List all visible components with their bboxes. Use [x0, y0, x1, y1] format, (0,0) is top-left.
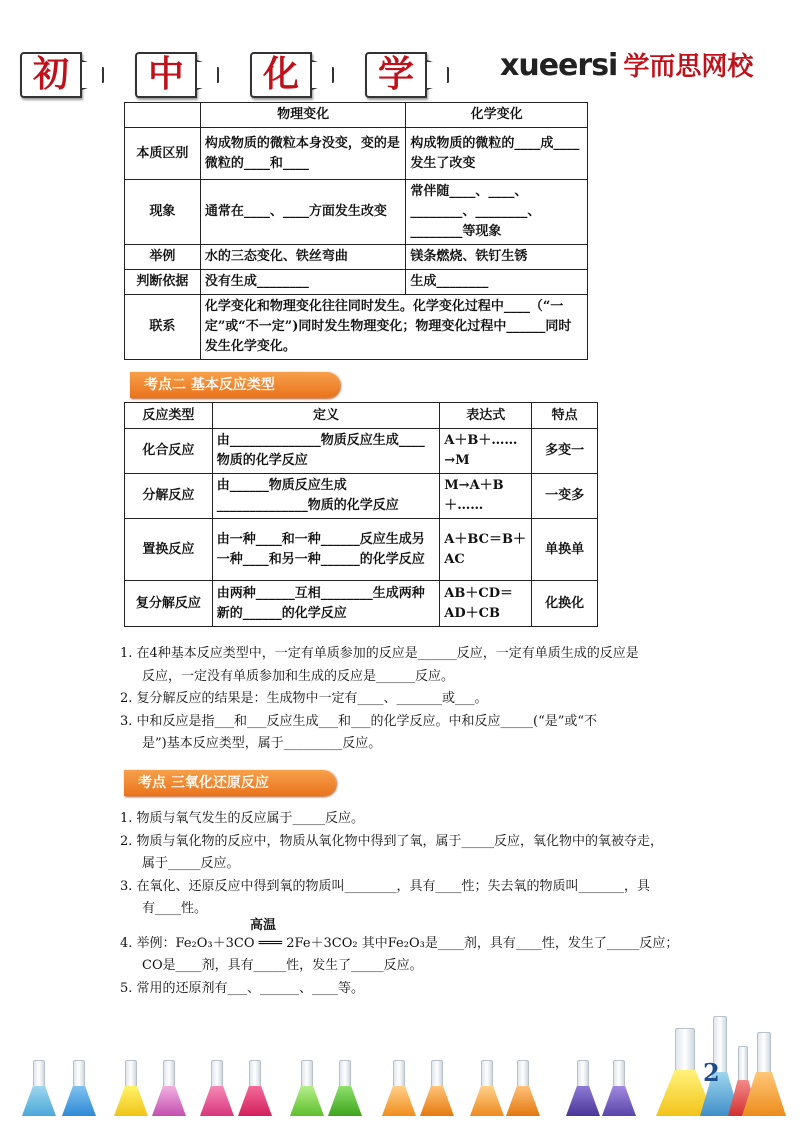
reaction-expression: M→A＋B＋…… — [440, 474, 532, 519]
question-line: 反应，一定没有单质参加和生成的反应是______反应。 — [142, 668, 455, 684]
question-line: 3. 中和反应是指___和___反应生成___和___的化学反应。中和反应_____(“是”或“不 — [120, 713, 598, 729]
reaction-types-questions — [120, 643, 690, 756]
row-label: 举例 — [125, 245, 201, 270]
reaction-feature: 一变多 — [532, 474, 598, 519]
table-cell: 没有生成________ — [200, 270, 406, 295]
table-cell: 生成________ — [406, 270, 588, 295]
flask-icon — [506, 1052, 540, 1116]
brand-en: xueersi — [500, 48, 618, 83]
table-header: 反应类型 — [125, 403, 213, 429]
flask-icon — [602, 1058, 636, 1116]
question-line: 3. 在氧化、还原反应中得到氧的物质叫________，具有____性；失去氧的物质叫_______，具 — [120, 878, 651, 894]
question-text: 4. 举例：Fe₂O₃＋3CO ═══ 2Fe＋3CO₂ 其中Fe₂O₃是____剂，具有____性，发生了_____反应； — [120, 935, 679, 951]
table-header: 物理变化 — [200, 103, 406, 128]
table-cell: 常伴随____、____、________、________、________等现象 — [406, 180, 588, 245]
flask-icon — [328, 1052, 362, 1116]
reaction-feature: 单换单 — [532, 519, 598, 581]
question-line: 是”)基本反应类型，属于_________反应。 — [142, 736, 382, 751]
title-char: 中 — [147, 54, 184, 95]
table-cell: 水的三态变化、铁丝弯曲 — [200, 245, 406, 270]
table-cell: 构成物质的微粒本身没变，变的是微粒的____和____ — [200, 128, 406, 180]
reaction-type: 置换反应 — [125, 519, 213, 581]
reaction-type: 分解反应 — [125, 474, 213, 519]
reaction-expression: AB＋CD＝AD＋CB — [440, 581, 532, 627]
flask-icon — [290, 1058, 324, 1116]
title-char: 化 — [262, 54, 299, 95]
table-header: 表达式 — [440, 403, 532, 429]
reaction-expression: A＋B＋……→M — [440, 429, 532, 474]
title-char: 学 — [377, 54, 414, 95]
row-label: 判断依据 — [125, 270, 201, 295]
row-label: 本质区别 — [125, 128, 201, 180]
reaction-type: 复分解反应 — [125, 581, 213, 627]
title-char: 初 — [32, 54, 69, 95]
row-label: 联系 — [125, 295, 201, 360]
reaction-definition: 由______________物质反应生成____物质的化学反应 — [212, 429, 440, 474]
question-line: 2. 复分解反应的结果是：生成物中一定有____、_______或___。 — [120, 691, 488, 706]
flask-decoration — [0, 1000, 800, 1132]
section-banner-reaction-types: 考点二 基本反应类型 — [130, 372, 340, 398]
flask-icon — [22, 1056, 56, 1116]
table-cell: 镁条燃烧、铁钉生锈 — [406, 245, 588, 270]
section-banner-redox: 考点 三氧化还原反应 — [124, 770, 336, 796]
question-line: CO是____剂，具有_____性，发生了_____反应。 — [142, 958, 423, 973]
row-label: 现象 — [125, 180, 201, 245]
question-line: 5. 常用的还原剂有___、______、____等。 — [120, 980, 365, 996]
flask-icon — [382, 1058, 416, 1116]
redox-questions — [120, 808, 690, 1000]
page-number: 2 — [703, 1058, 720, 1087]
reaction-definition: 由______物质反应生成______________物质的化学反应 — [212, 474, 440, 519]
flask-icon — [114, 1058, 148, 1116]
page-header — [0, 38, 800, 108]
reaction-types-table — [124, 402, 598, 627]
table-header: 定义 — [212, 403, 440, 429]
reaction-feature: 化换化 — [532, 581, 598, 627]
flask-icon — [62, 1052, 96, 1116]
question-line: 有____性。 — [142, 901, 208, 916]
question-line: 1. 物质与氧气发生的反应属于_____反应。 — [120, 811, 365, 826]
table-header: 化学变化 — [406, 103, 588, 128]
table-header — [125, 103, 201, 128]
question-line — [120, 917, 690, 956]
reaction-type: 化合反应 — [125, 429, 213, 474]
question-line: 属于_____反应。 — [142, 856, 240, 871]
brand-logo — [500, 46, 753, 83]
table-cell: 构成物质的微粒的____成____发生了改变 — [406, 128, 588, 180]
reaction-expression: A＋BC＝B＋AC — [440, 519, 532, 581]
flask-icon — [742, 1026, 786, 1116]
flask-icon — [420, 1052, 454, 1116]
reaction-condition: 高温 — [250, 917, 277, 933]
change-comparison-table — [124, 102, 588, 360]
reaction-feature: 多变一 — [532, 429, 598, 474]
table-cell: 化学变化和物理变化往往同时发生。化学变化过程中____（“一定”或“不一定”)同时发生物理变化；物理变化过程中______同时发生化学变化。 — [200, 295, 587, 360]
flask-icon — [470, 1058, 504, 1116]
flask-icon — [238, 1052, 272, 1116]
reaction-definition: 由两种______互相________生成两种新的______的化学反应 — [212, 581, 440, 627]
question-line: 1. 在4种基本反应类型中，一定有单质参加的反应是______反应，一定有单质生成的反应是 — [120, 646, 639, 661]
brand-cn: 学而思网校 — [623, 52, 754, 82]
flask-icon — [200, 1058, 234, 1116]
flask-icon — [152, 1052, 186, 1116]
flask-icon — [566, 1062, 600, 1116]
table-header: 特点 — [532, 403, 598, 429]
question-line: 2. 物质与氧化物的反应中，物质从氧化物中得到了氧，属于_____反应，氧化物中的氧被夺走， — [120, 833, 664, 849]
table-cell: 通常在____、____方面发生改变 — [200, 180, 406, 245]
reaction-definition: 由一种____和一种______反应生成另一种____和另一种______的化学反应 — [212, 519, 440, 581]
